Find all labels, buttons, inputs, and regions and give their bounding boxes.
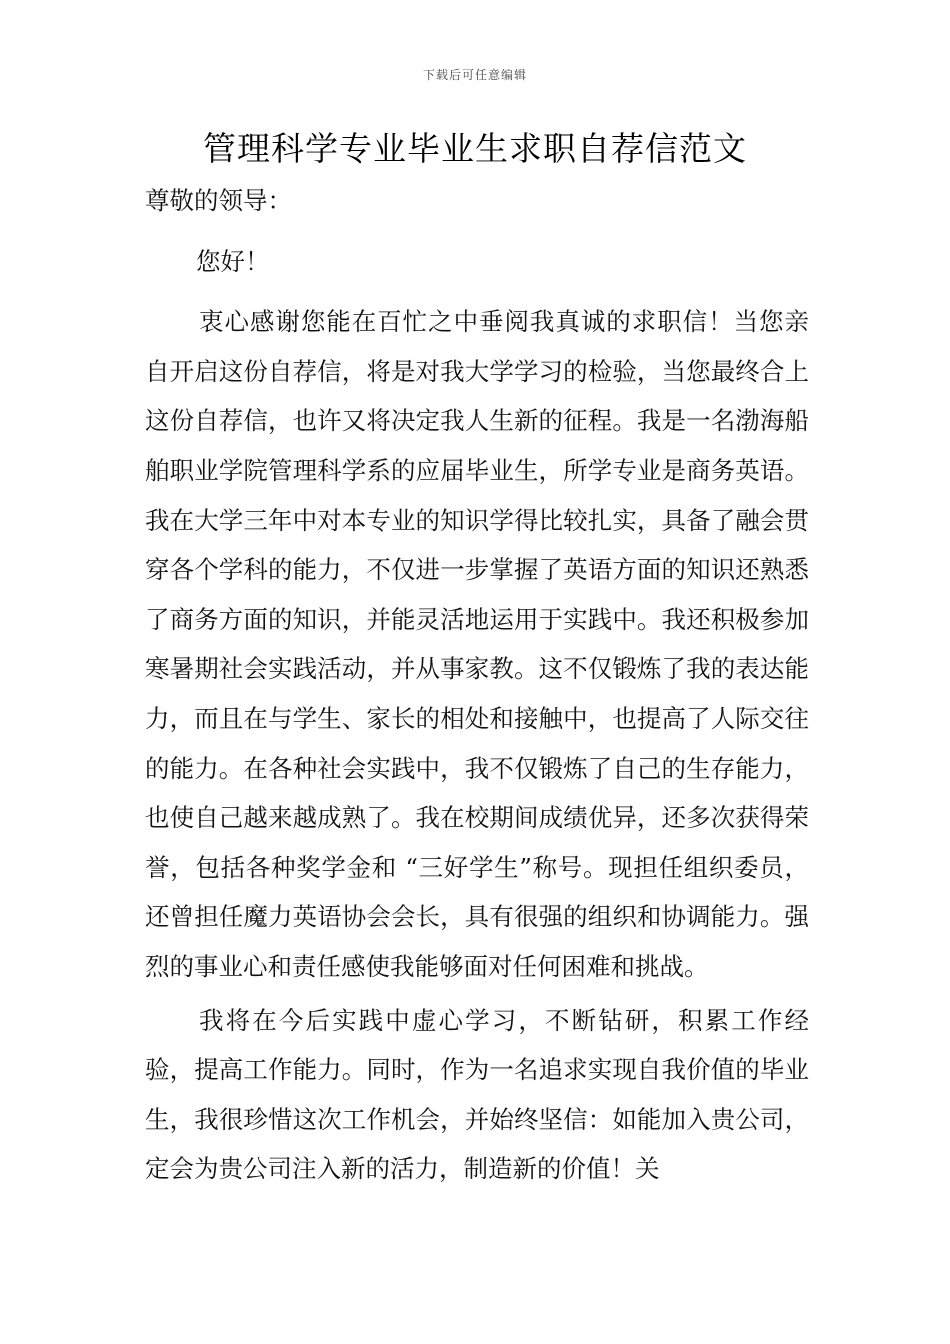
greeting: 您好！ (196, 246, 270, 276)
document-title: 管理科学专业毕业生求职自荐信范文 (203, 129, 747, 168)
letter-body (145, 176, 809, 1194)
salutation: 尊敬的领导： (145, 186, 292, 215)
paragraph-2: 我将在今后实践中虚心学习，不断钻研，积累工作经验，提高工作能力。同时，作为一名追求实现自我价值的毕业生，我很珍惜这次工作机会，并始终坚信：如能加入贵公司，定会为贵公司注入新的活力，制造新的价值！关 (145, 1005, 809, 1184)
header-note: 下载后可任意编辑 (422, 68, 527, 82)
paragraph-1: 衷心感谢您能在百忙之中垂阅我真诚的求职信！当您亲自开启这份自荐信，将是对我大学学习的检验，当您最终合上这份自荐信，也许又将决定我人生新的征程。我是一名渤海船舶职业学院管理科学系的应届毕业生，所学专业是商务英语。我在大学三年中对本专业的知识学得比较扎实，具备了融会贯穿各个学科的能力，不仅进一步掌握了英语方面的知识还熟悉了商务方面的知识，并能灵活地运用于实践中。我还积极参加寒暑期社会实践活动，并从事家教。这不仅锻炼了我的表达能力，而且在与学生、家长的相处和接触中，也提高了人际交往的能力。在各种社会实践中，我不仅锻炼了自己的生存能力，也使自己越来越成熟了。我在校期间成绩优异，还多次获得荣誉，包括各种奖学金和 “三好学生”称号。现担任组织委员，还曾担任魔力英语协会会长，具有很强的组织和协调能力。强烈的事业心和责任感使我能够面对任何困难和挑战。 (145, 307, 809, 981)
